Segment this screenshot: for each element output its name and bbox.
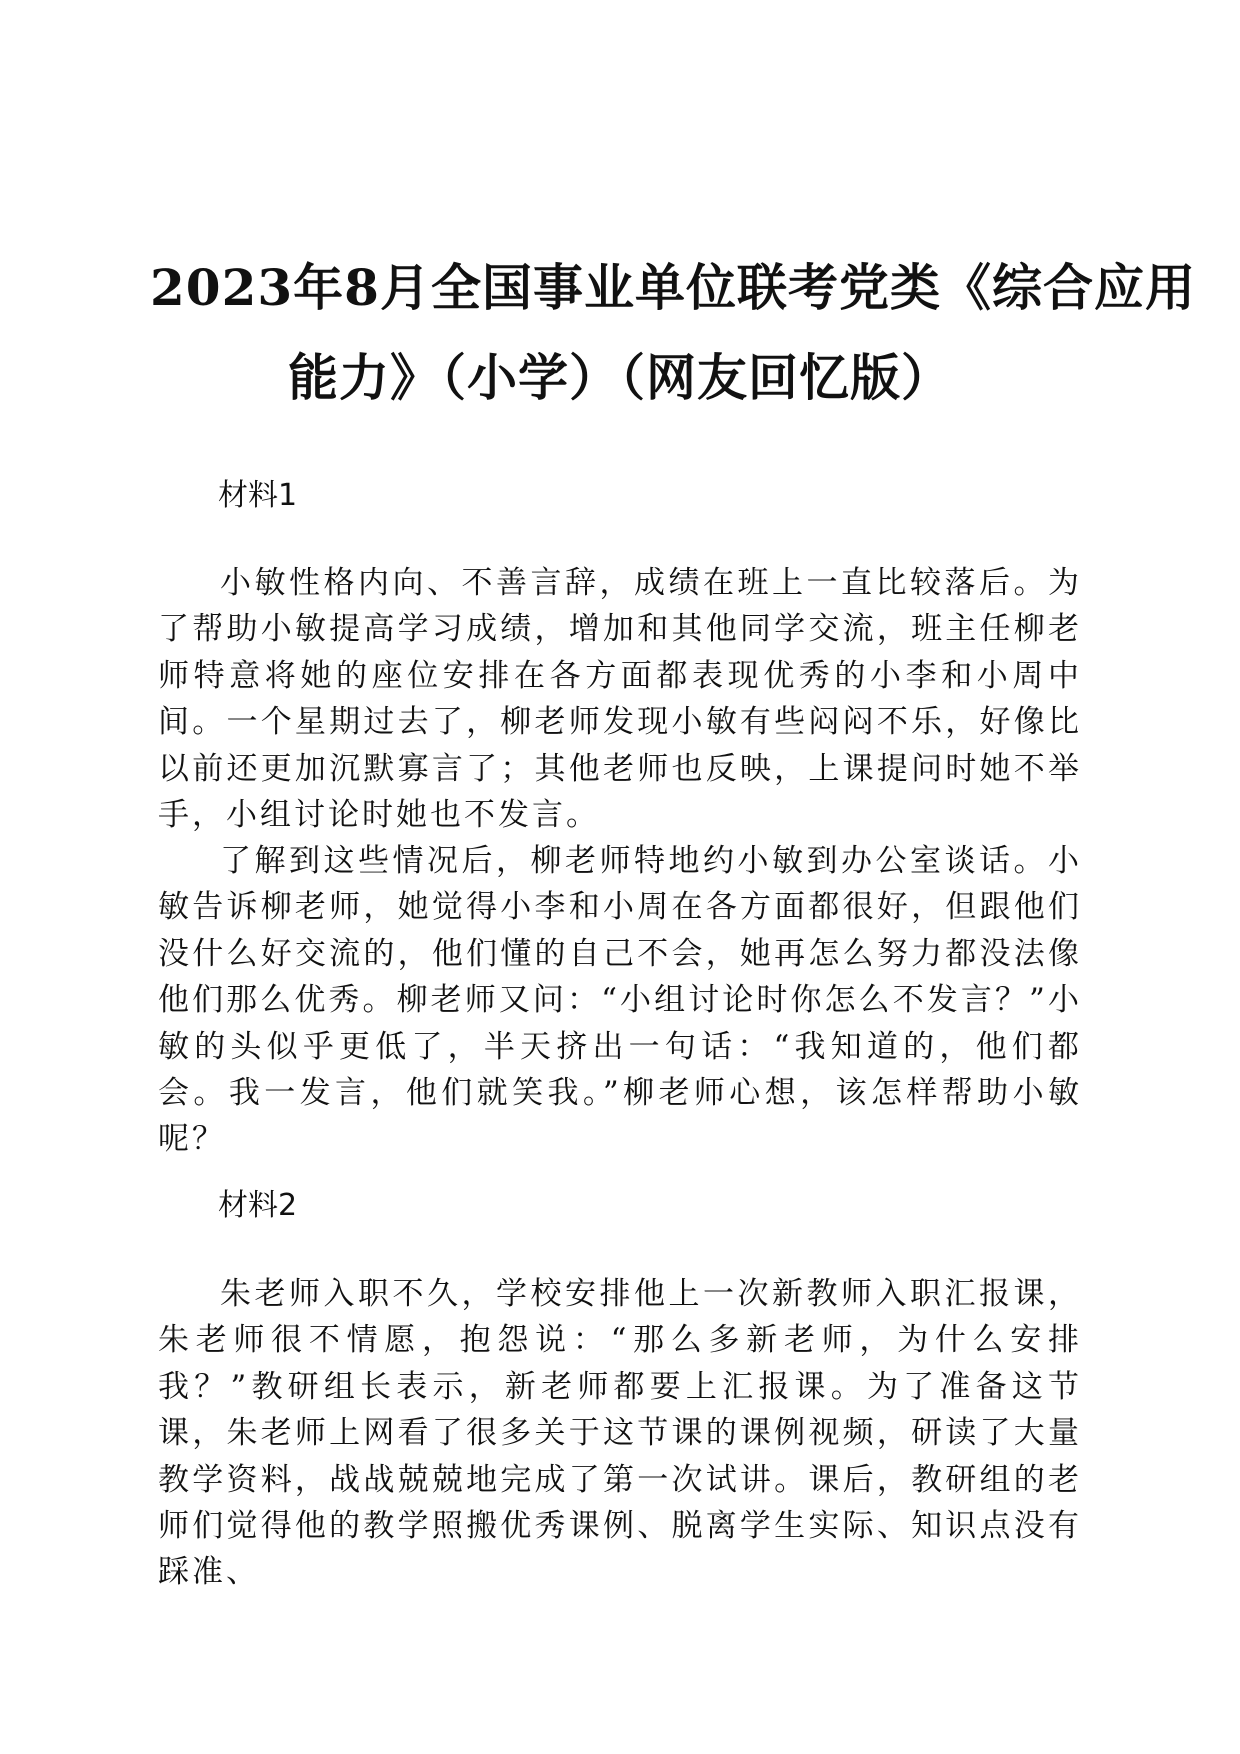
document-title-line-2: 能力》（小学）（网友回忆版） xyxy=(288,348,952,407)
section-1-paragraph-2: 了解到这些情况后，柳老师特地约小敏到办公室谈话。小敏告诉柳老师，她觉得小李和小周在各方面都很好，但跟他们没什么好交流的，他们懂的自己不会，她再怎么努力都没法像他们那么优秀。柳老师又问：“小组讨论时你怎么不发言？”小敏的头似乎更低了，半天挤出一句话：“我知道的，他们都会。我一发言，他们就笑我。”柳老师心想，该怎样帮助小敏呢？ xyxy=(158,843,1082,1158)
document-title-line-1: 2023年8月全国事业单位联考党类《综合应用 xyxy=(150,258,1196,317)
section-heading-material-1: 材料1 xyxy=(218,478,298,513)
section-2-paragraph-1: 朱老师入职不久，学校安排他上一次新教师入职汇报课，朱老师很不情愿，抱怨说：“那么多新老师，为什么安排我？”教研组长表示，新老师都要上汇报课。为了准备这节课，朱老师上网看了很多关于这节课的课例视频，研读了大量教学资料，战战兢兢地完成了第一次试讲。课后，教研组的老师们觉得他的教学照搬优秀课例、脱离学生实际、知识点没有踩准、 xyxy=(158,1276,1082,1591)
section-heading-material-2: 材料2 xyxy=(218,1188,298,1223)
section-1-paragraph-1: 小敏性格内向、不善言辞，成绩在班上一直比较落后。为了帮助小敏提高学习成绩，增加和其他同学交流，班主任柳老师特意将她的座位安排在各方面都表现优秀的小李和小周中间。一个星期过去了，柳老师发现小敏有些闷闷不乐，好像比以前还更加沉默寡言了；其他老师也反映，上课提问时她不举手，小组讨论时她也不发言。 xyxy=(158,565,1082,834)
